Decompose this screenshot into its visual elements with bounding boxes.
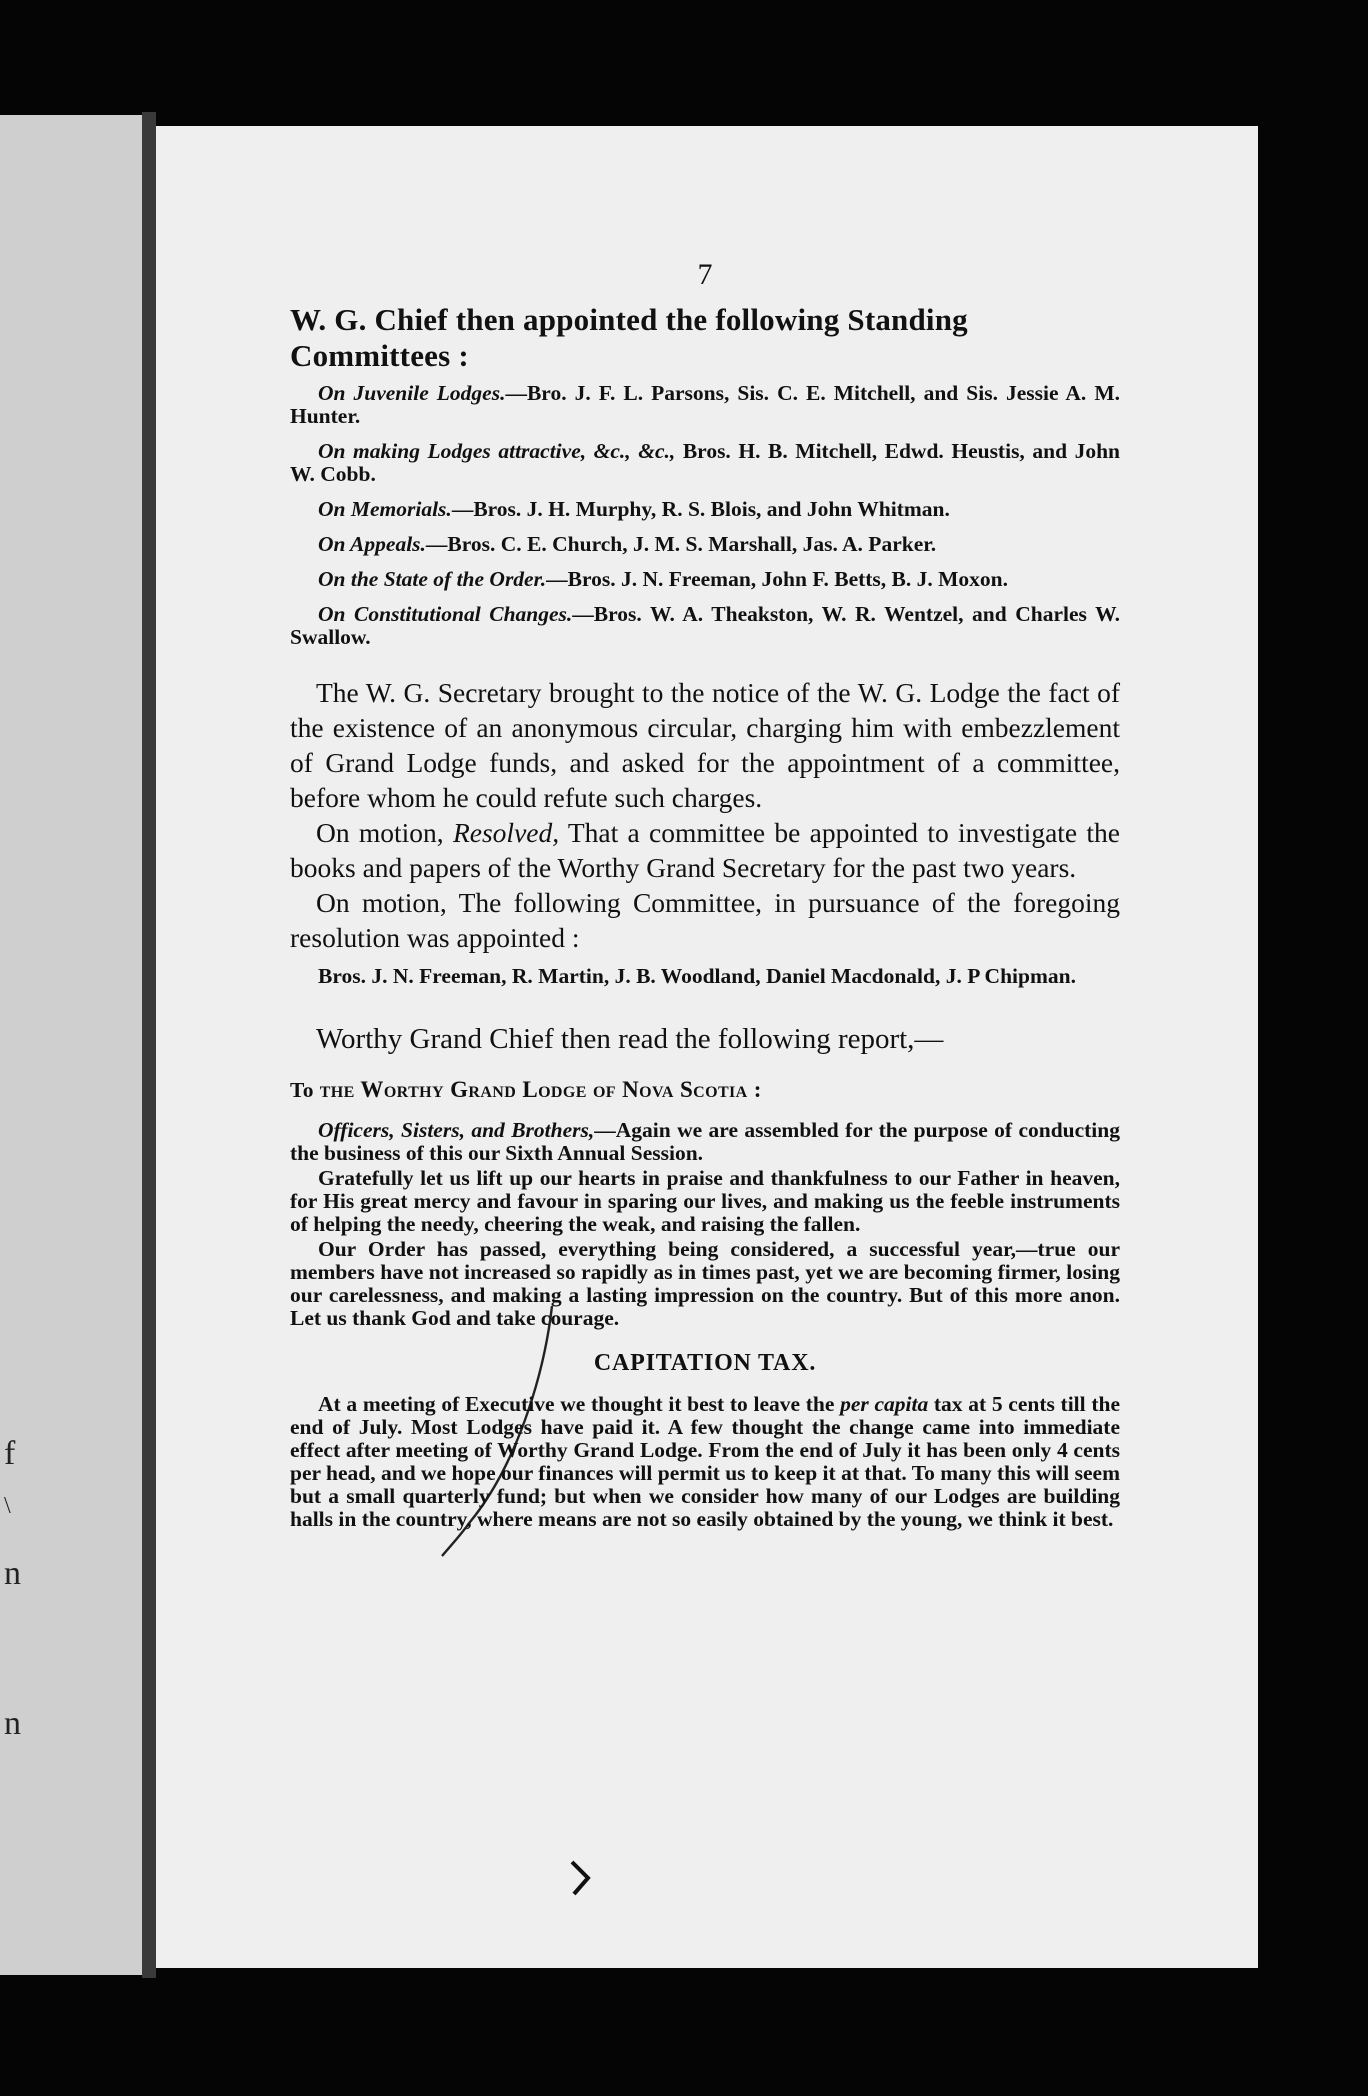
address-to: To [290,1078,314,1102]
committee-motion-paragraph: On motion, The following Committee, in pursuance of the foregoing resolution was appointed : [290,887,1120,953]
letter-salutation-paragraph [290,1119,1120,1165]
appointed-committee-members: Bros. J. N. Freeman, R. Martin, J. B. Woodland, Daniel Macdonald, J. P Chipman. [318,964,1076,988]
secretary-paragraph: The W. G. Secretary brought to the notice of the W. G. Lodge the fact of the existence of an anonymous circular, charging him with embezzlement of Grand Lodge funds, and asked for the appointment of a committee, before whom he could refute such charges. [290,677,1120,813]
committee-members: Bros. H. B. Mitchell, Edwd. Heustis, and John W. Cobb. [290,439,1120,486]
section-title: CAPITATION TAX. [593,1350,817,1376]
committee-members: —Bros. W. A. Theakston, W. R. Wentzel, and Charles W. Swallow. [290,602,1120,649]
committee-title: On Constitutional Changes. [318,602,573,626]
margin-fragment: f [4,1435,16,1472]
committee-entry [290,533,1120,556]
address-recipient: the Worthy Grand Lodge of Nova Scotia : [319,1077,762,1102]
facing-page-edge [0,115,142,1975]
letter-paragraph: Our Order has passed, everything being considered, a successful year,—true our members have not increased so rapidly as in times past, yet we are becoming firmer, losing our carelessness, and making a lasting impression on the country. But of this more anon. Let us thank God and take courage. [290,1237,1120,1330]
committee-title: On Memorials. [318,497,452,521]
capitation-text: At a meeting of Executive we thought it best to leave the [318,1392,841,1416]
committee-title: On Juvenile Lodges. [318,381,506,405]
capitation-text: tax at 5 cents till the end of July. Most Lodges have paid it. A few thought the change came into immediate effect after meeting of Worthy Grand Lodge. From the end of July it has been only 4 cents per head, and we hope our finances will permit us to keep it at that. To many this will seem but a small quarterly fund; but when we consider how many of our Lodges are building halls in the country, where means are not so easily obtained by the young, we think it best. [290,1392,1120,1531]
committee-entry [290,440,1120,486]
salutation-text: —Again we are assembled for the purpose of conducting the business of this our Sixth Annual Session. [290,1118,1120,1165]
document-page [156,126,1258,1968]
standing-committees-heading: W. G. Chief then appointed the following Standing Committees : [290,302,968,373]
report-intro: Worthy Grand Chief then read the following report,— [316,1023,944,1055]
report-address [290,1077,1120,1103]
committee-title: On making Lodges attractive, &c., &c., [318,439,676,463]
committee-members: —Bros. J. N. Freeman, John F. Betts, B. J. Moxon. [546,567,1009,591]
committee-members: —Bros. C. E. Church, J. M. S. Marshall, Jas. A. Parker. [425,532,937,556]
committee-title: On Appeals. [318,532,426,556]
salutation: Officers, Sisters, and Brothers, [318,1118,595,1142]
committee-entry [290,382,1120,428]
margin-fragment: n [4,1705,21,1742]
page-number: 7 [697,258,713,291]
committee-title: On the State of the Order. [318,567,547,591]
resolution-paragraph [290,815,1120,885]
motion-prefix: On motion, [316,817,453,848]
committee-members: —Bros. J. H. Murphy, R. S. Blois, and John Whitman. [451,497,950,521]
committee-entry [290,498,1120,521]
committee-entry [290,603,1120,649]
capitation-paragraph [290,1393,1120,1531]
resolution-text: That a committee be appointed to investigate the books and papers of the Worthy Grand Secretary for the past two years. [290,817,1120,883]
letter-paragraph: Gratefully let us lift up our hearts in praise and thankfulness to our Father in heaven, for His great mercy and favour in sparing our lives, and making us the feeble instruments of helping the needy, cheering the weak, and raising the fallen. [290,1166,1120,1236]
page-content [290,258,1120,1531]
book-gutter [142,112,156,1978]
per-capita-emphasis: per capita [840,1392,929,1416]
margin-fragment: \ [4,1493,11,1519]
committee-entry [290,568,1120,591]
resolved-word: Resolved, [452,817,560,848]
committee-members: —Bro. J. F. L. Parsons, Sis. C. E. Mitchell, and Sis. Jessie A. M. Hunter. [290,381,1120,428]
margin-fragment: n [4,1555,21,1592]
